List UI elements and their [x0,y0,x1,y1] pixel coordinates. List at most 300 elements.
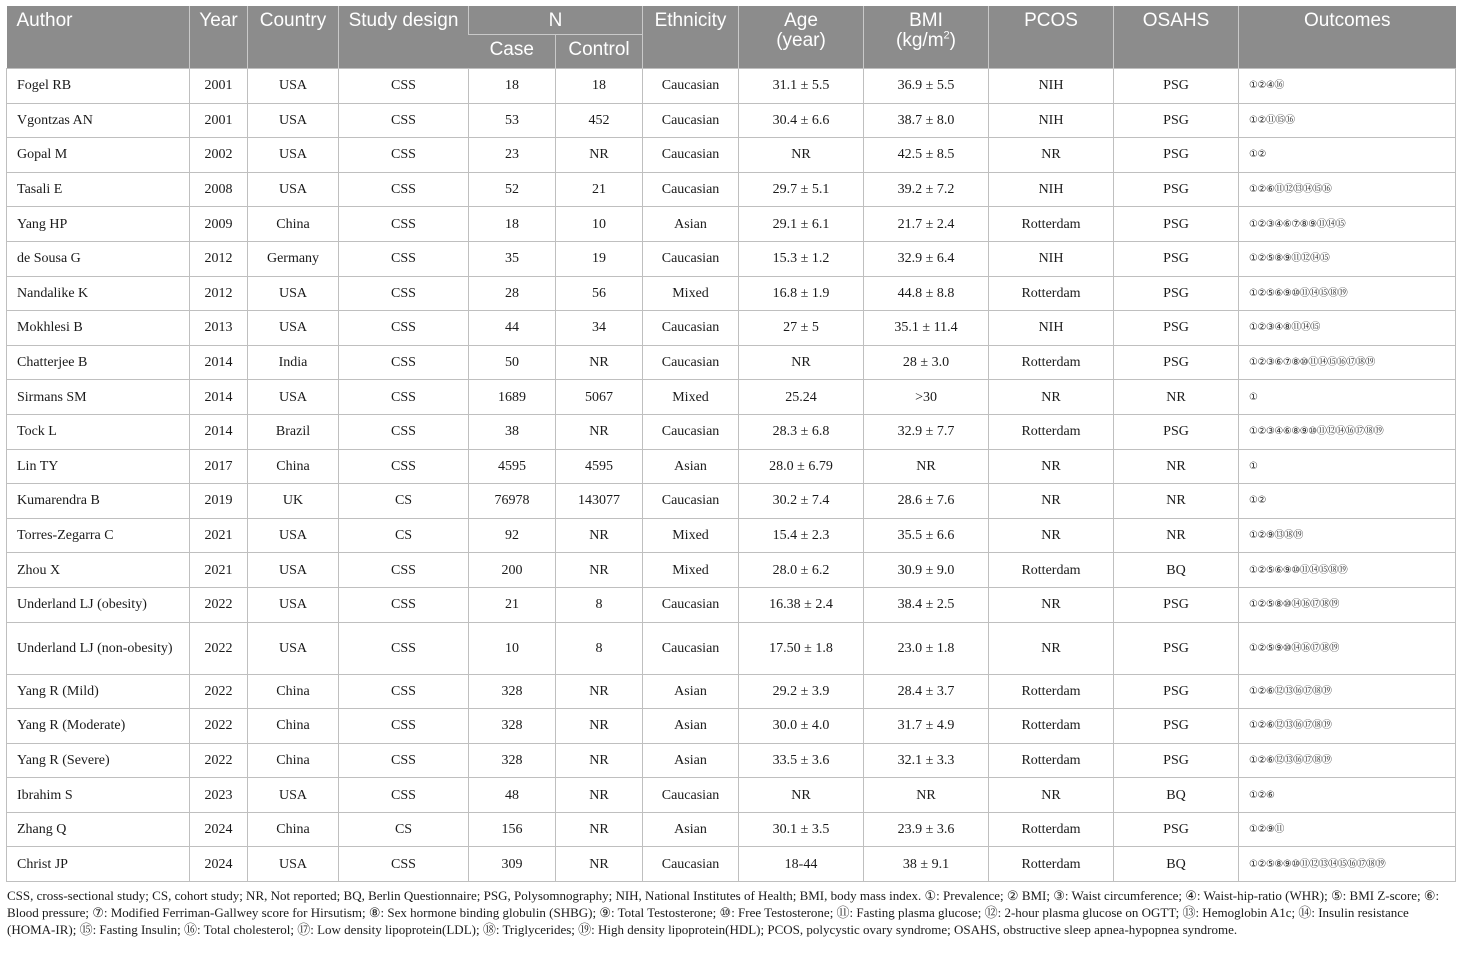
author-cell: Yang R (Severe) [7,743,190,778]
author-cell: Yang R (Mild) [7,674,190,709]
age-cell: 25.24 [739,380,864,415]
pcos-criteria-cell: Rotterdam [989,276,1114,311]
case-count-cell: 53 [469,103,556,138]
study-design-cell: CSS [339,241,469,276]
age-cell: 31.1 ± 5.5 [739,69,864,104]
ethnicity-cell: Caucasian [643,587,739,622]
year-cell: 2024 [190,812,248,847]
bmi-cell: NR [864,778,989,813]
country-cell: China [248,674,339,709]
year-cell: 2002 [190,138,248,173]
age-cell: 15.3 ± 1.2 [739,241,864,276]
pcos-criteria-cell: NIH [989,69,1114,104]
pcos-criteria-cell: Rotterdam [989,847,1114,882]
year-cell: 2008 [190,172,248,207]
case-count-cell: 23 [469,138,556,173]
pcos-criteria-cell: NR [989,587,1114,622]
osahs-diagnosis-cell: PSG [1114,812,1239,847]
osahs-diagnosis-cell: PSG [1114,311,1239,346]
control-count-cell: 10 [556,207,643,242]
bmi-cell: 23.9 ± 3.6 [864,812,989,847]
outcomes-cell: ①②⑤⑥⑨⑩⑪⑭⑮⑱⑲ [1239,553,1456,588]
ethnicity-cell: Asian [643,674,739,709]
country-cell: USA [248,553,339,588]
author-cell: Gopal M [7,138,190,173]
age-cell: 27 ± 5 [739,311,864,346]
age-cell: 28.3 ± 6.8 [739,414,864,449]
control-count-cell: 56 [556,276,643,311]
age-cell: 33.5 ± 3.6 [739,743,864,778]
year-cell: 2022 [190,587,248,622]
table-footnote: CSS, cross-sectional study; CS, cohort study; NR, Not reported; BQ, Berlin Questionnaire; PSG, Polysomnography; NIH, National Institutes of Health; BMI, body mass index. ①: Prevalence; ② BMI; ③: Waist circumference; ④: Waist-hip-ratio (WHR); ⑤: BMI Z-score; ⑥: Blood pressure; ⑦: Modified Ferriman-Gallwey score for Hirsutism; ⑧: Sex hormone binding globulin (SHBG); ⑨: Total Testosterone; ⑩: Free Testosterone; ⑪: Fasting plasma glucose; ⑫: 2-hour plasma glucose on OGTT; ⑬: Hemoglobin A1c; ⑭: Insulin resistance (HOMA-IR); ⑮: Fasting Insulin; ⑯: Total cholesterol; ⑰: Low density lipoprotein(LDL); ⑱: Triglycerides; ⑲: High density lipoprotein(HDL); PCOS, polycystic ovary syndrome; OSAHS, obstructive sleep apnea-hypopnea syndrome. [7,888,1440,938]
case-count-cell: 38 [469,414,556,449]
header-year: Year [190,6,248,69]
ethnicity-cell: Caucasian [643,69,739,104]
study-design-cell: CSS [339,103,469,138]
pcos-criteria-cell: NR [989,138,1114,173]
control-count-cell: NR [556,553,643,588]
table-row [7,345,1456,380]
case-count-cell: 50 [469,345,556,380]
outcomes-cell: ①② [1239,138,1456,173]
year-cell: 2001 [190,103,248,138]
table-body [7,69,1456,882]
age-cell: 30.2 ± 7.4 [739,484,864,519]
header-ethnicity: Ethnicity [643,6,739,69]
bmi-cell: 21.7 ± 2.4 [864,207,989,242]
pcos-criteria-cell: NR [989,449,1114,484]
pcos-criteria-cell: Rotterdam [989,345,1114,380]
control-count-cell: 5067 [556,380,643,415]
case-count-cell: 76978 [469,484,556,519]
osahs-diagnosis-cell: PSG [1114,709,1239,744]
pcos-criteria-cell: NR [989,778,1114,813]
case-count-cell: 328 [469,743,556,778]
osahs-diagnosis-cell: PSG [1114,172,1239,207]
table-row [7,622,1456,674]
country-cell: USA [248,311,339,346]
bmi-cell: 23.0 ± 1.8 [864,622,989,674]
bmi-cell: 38.4 ± 2.5 [864,587,989,622]
header-age-label: Age [784,10,818,31]
bmi-cell: >30 [864,380,989,415]
bmi-cell: NR [864,449,989,484]
study-design-cell: CSS [339,345,469,380]
age-cell: 29.7 ± 5.1 [739,172,864,207]
study-design-cell: CSS [339,414,469,449]
pcos-criteria-cell: NIH [989,172,1114,207]
control-count-cell: 34 [556,311,643,346]
ethnicity-cell: Caucasian [643,172,739,207]
bmi-cell: 28.6 ± 7.6 [864,484,989,519]
author-cell: Yang R (Moderate) [7,709,190,744]
header-outcomes: Outcomes [1239,6,1456,69]
study-design-cell: CSS [339,449,469,484]
osahs-diagnosis-cell: BQ [1114,553,1239,588]
country-cell: UK [248,484,339,519]
study-characteristics-table [6,6,1456,882]
bmi-cell: 31.7 ± 4.9 [864,709,989,744]
outcomes-cell: ①②⑨⑬⑱⑲ [1239,518,1456,553]
table-row [7,709,1456,744]
age-cell: 16.8 ± 1.9 [739,276,864,311]
osahs-diagnosis-cell: PSG [1114,587,1239,622]
control-count-cell: NR [556,778,643,813]
table-row [7,674,1456,709]
header-osahs: OSAHS [1114,6,1239,69]
outcomes-cell: ①②⑥⑫⑬⑯⑰⑱⑲ [1239,709,1456,744]
table-row [7,172,1456,207]
control-count-cell: NR [556,138,643,173]
table-row [7,449,1456,484]
year-cell: 2013 [190,311,248,346]
osahs-diagnosis-cell: NR [1114,449,1239,484]
study-design-cell: CSS [339,622,469,674]
author-cell: Kumarendra B [7,484,190,519]
year-cell: 2014 [190,380,248,415]
pcos-criteria-cell: Rotterdam [989,553,1114,588]
osahs-diagnosis-cell: PSG [1114,138,1239,173]
pcos-criteria-cell: NR [989,622,1114,674]
header-control: Control [556,35,643,69]
pcos-criteria-cell: Rotterdam [989,674,1114,709]
study-design-cell: CS [339,484,469,519]
study-design-cell: CSS [339,311,469,346]
age-cell: 28.0 ± 6.79 [739,449,864,484]
country-cell: China [248,709,339,744]
study-design-cell: CSS [339,743,469,778]
pcos-criteria-cell: NR [989,518,1114,553]
age-cell: NR [739,345,864,380]
ethnicity-cell: Caucasian [643,414,739,449]
year-cell: 2021 [190,518,248,553]
ethnicity-cell: Caucasian [643,622,739,674]
osahs-diagnosis-cell: PSG [1114,276,1239,311]
table-row [7,743,1456,778]
year-cell: 2024 [190,847,248,882]
table-row [7,847,1456,882]
year-cell: 2012 [190,276,248,311]
year-cell: 2014 [190,414,248,449]
author-cell: Zhang Q [7,812,190,847]
country-cell: USA [248,778,339,813]
osahs-diagnosis-cell: PSG [1114,69,1239,104]
ethnicity-cell: Asian [643,743,739,778]
country-cell: China [248,812,339,847]
country-cell: USA [248,138,339,173]
age-cell: 15.4 ± 2.3 [739,518,864,553]
country-cell: USA [248,380,339,415]
osahs-diagnosis-cell: PSG [1114,414,1239,449]
case-count-cell: 18 [469,69,556,104]
outcomes-cell: ①②④⑯ [1239,69,1456,104]
control-count-cell: 452 [556,103,643,138]
study-design-cell: CSS [339,69,469,104]
ethnicity-cell: Caucasian [643,484,739,519]
case-count-cell: 10 [469,622,556,674]
author-cell: de Sousa G [7,241,190,276]
year-cell: 2022 [190,674,248,709]
ethnicity-cell: Caucasian [643,311,739,346]
ethnicity-cell: Asian [643,207,739,242]
control-count-cell: 19 [556,241,643,276]
header-case: Case [469,35,556,69]
header-pcos: PCOS [989,6,1114,69]
ethnicity-cell: Caucasian [643,847,739,882]
case-count-cell: 18 [469,207,556,242]
control-count-cell: NR [556,812,643,847]
case-count-cell: 328 [469,709,556,744]
table-row [7,484,1456,519]
table-row [7,518,1456,553]
pcos-criteria-cell: NIH [989,103,1114,138]
study-design-cell: CSS [339,587,469,622]
author-cell: Chatterjee B [7,345,190,380]
bmi-cell: 32.1 ± 3.3 [864,743,989,778]
case-count-cell: 52 [469,172,556,207]
age-cell: 28.0 ± 6.2 [739,553,864,588]
year-cell: 2017 [190,449,248,484]
table-row [7,69,1456,104]
control-count-cell: 143077 [556,484,643,519]
osahs-diagnosis-cell: PSG [1114,743,1239,778]
country-cell: USA [248,518,339,553]
year-cell: 2022 [190,743,248,778]
pcos-criteria-cell: Rotterdam [989,414,1114,449]
case-count-cell: 28 [469,276,556,311]
case-count-cell: 328 [469,674,556,709]
header-age-unit: (year) [776,30,826,51]
table-row [7,207,1456,242]
study-design-cell: CSS [339,207,469,242]
table-row [7,812,1456,847]
control-count-cell: NR [556,414,643,449]
case-count-cell: 35 [469,241,556,276]
table-row [7,276,1456,311]
author-cell: Underland LJ (obesity) [7,587,190,622]
country-cell: USA [248,276,339,311]
year-cell: 2019 [190,484,248,519]
ethnicity-cell: Caucasian [643,138,739,173]
case-count-cell: 92 [469,518,556,553]
year-cell: 2009 [190,207,248,242]
country-cell: Brazil [248,414,339,449]
control-count-cell: NR [556,847,643,882]
ethnicity-cell: Mixed [643,276,739,311]
author-cell: Lin TY [7,449,190,484]
author-cell: Mokhlesi B [7,311,190,346]
pcos-criteria-cell: Rotterdam [989,207,1114,242]
ethnicity-cell: Mixed [643,553,739,588]
control-count-cell: 8 [556,622,643,674]
osahs-diagnosis-cell: NR [1114,380,1239,415]
author-cell: Ibrahim S [7,778,190,813]
study-design-cell: CSS [339,172,469,207]
outcomes-cell: ①②⑥⑪⑫⑬⑭⑮⑯ [1239,172,1456,207]
study-design-cell: CSS [339,138,469,173]
pcos-criteria-cell: NIH [989,241,1114,276]
table-row [7,380,1456,415]
author-cell: Tock L [7,414,190,449]
control-count-cell: NR [556,709,643,744]
table-row [7,138,1456,173]
control-count-cell: 4595 [556,449,643,484]
country-cell: USA [248,69,339,104]
pcos-criteria-cell: Rotterdam [989,709,1114,744]
header-bmi-unit-close: ) [949,30,956,51]
table-header [7,6,1456,69]
ethnicity-cell: Asian [643,709,739,744]
osahs-diagnosis-cell: PSG [1114,241,1239,276]
author-cell: Zhou X [7,553,190,588]
ethnicity-cell: Caucasian [643,103,739,138]
bmi-cell: 38.7 ± 8.0 [864,103,989,138]
outcomes-cell: ①②③④⑥⑧⑨⑩⑪⑫⑭⑯⑰⑱⑲ [1239,414,1456,449]
osahs-diagnosis-cell: NR [1114,518,1239,553]
outcomes-cell: ①②③④⑥⑦⑧⑨⑪⑭⑮ [1239,207,1456,242]
age-cell: 17.50 ± 1.8 [739,622,864,674]
outcomes-cell: ①②③④⑧⑪⑭⑮ [1239,311,1456,346]
case-count-cell: 44 [469,311,556,346]
study-design-cell: CSS [339,847,469,882]
header-age [739,6,864,69]
bmi-cell: 30.9 ± 9.0 [864,553,989,588]
ethnicity-cell: Asian [643,812,739,847]
year-cell: 2022 [190,622,248,674]
bmi-cell: 38 ± 9.1 [864,847,989,882]
table-row [7,778,1456,813]
bmi-cell: 28 ± 3.0 [864,345,989,380]
author-cell: Torres-Zegarra C [7,518,190,553]
header-author: Author [7,6,190,69]
age-cell: NR [739,778,864,813]
bmi-cell: 42.5 ± 8.5 [864,138,989,173]
outcomes-cell: ① [1239,380,1456,415]
case-count-cell: 1689 [469,380,556,415]
outcomes-cell: ①②③⑥⑦⑧⑩⑪⑭⑮⑯⑰⑱⑲ [1239,345,1456,380]
outcomes-cell: ①②⑤⑨⑩⑭⑯⑰⑱⑲ [1239,622,1456,674]
country-cell: USA [248,103,339,138]
author-cell: Yang HP [7,207,190,242]
outcomes-cell: ①②⑥⑫⑬⑯⑰⑱⑲ [1239,743,1456,778]
age-cell: 18-44 [739,847,864,882]
year-cell: 2022 [190,709,248,744]
control-count-cell: 21 [556,172,643,207]
country-cell: India [248,345,339,380]
header-bmi-unit-sup: 2 [943,29,950,42]
ethnicity-cell: Caucasian [643,241,739,276]
case-count-cell: 4595 [469,449,556,484]
outcomes-cell: ①②⑨⑪ [1239,812,1456,847]
control-count-cell: NR [556,743,643,778]
year-cell: 2001 [190,69,248,104]
author-cell: Sirmans SM [7,380,190,415]
age-cell: 29.2 ± 3.9 [739,674,864,709]
osahs-diagnosis-cell: PSG [1114,622,1239,674]
pcos-criteria-cell: Rotterdam [989,812,1114,847]
study-characteristics-table-container [6,6,1455,938]
osahs-diagnosis-cell: BQ [1114,847,1239,882]
header-bmi [864,6,989,69]
control-count-cell: NR [556,674,643,709]
author-cell: Vgontzas AN [7,103,190,138]
country-cell: China [248,207,339,242]
bmi-cell: 35.1 ± 11.4 [864,311,989,346]
osahs-diagnosis-cell: PSG [1114,345,1239,380]
country-cell: USA [248,622,339,674]
case-count-cell: 309 [469,847,556,882]
country-cell: USA [248,587,339,622]
bmi-cell: 28.4 ± 3.7 [864,674,989,709]
age-cell: 16.38 ± 2.4 [739,587,864,622]
ethnicity-cell: Mixed [643,518,739,553]
header-n: N [469,6,643,35]
bmi-cell: 36.9 ± 5.5 [864,69,989,104]
control-count-cell: 8 [556,587,643,622]
year-cell: 2021 [190,553,248,588]
control-count-cell: NR [556,518,643,553]
year-cell: 2012 [190,241,248,276]
country-cell: China [248,449,339,484]
table-row [7,241,1456,276]
study-design-cell: CSS [339,553,469,588]
table-row [7,587,1456,622]
author-cell: Christ JP [7,847,190,882]
control-count-cell: NR [556,345,643,380]
osahs-diagnosis-cell: PSG [1114,674,1239,709]
age-cell: 30.1 ± 3.5 [739,812,864,847]
outcomes-cell: ① [1239,449,1456,484]
osahs-diagnosis-cell: PSG [1114,103,1239,138]
pcos-criteria-cell: NR [989,484,1114,519]
table-row [7,103,1456,138]
outcomes-cell: ①②⑤⑧⑩⑭⑯⑰⑱⑲ [1239,587,1456,622]
osahs-diagnosis-cell: NR [1114,484,1239,519]
bmi-cell: 32.9 ± 7.7 [864,414,989,449]
study-design-cell: CSS [339,674,469,709]
country-cell: USA [248,847,339,882]
country-cell: USA [248,172,339,207]
bmi-cell: 35.5 ± 6.6 [864,518,989,553]
study-design-cell: CSS [339,709,469,744]
author-cell: Underland LJ (non-obesity) [7,622,190,674]
ethnicity-cell: Asian [643,449,739,484]
ethnicity-cell: Caucasian [643,345,739,380]
author-cell: Fogel RB [7,69,190,104]
author-cell: Tasali E [7,172,190,207]
country-cell: Germany [248,241,339,276]
header-bmi-label: BMI [909,10,943,31]
case-count-cell: 48 [469,778,556,813]
table-row [7,553,1456,588]
case-count-cell: 200 [469,553,556,588]
header-study-design: Study design [339,6,469,69]
case-count-cell: 21 [469,587,556,622]
pcos-criteria-cell: NR [989,380,1114,415]
table-row [7,311,1456,346]
study-design-cell: CS [339,812,469,847]
ethnicity-cell: Mixed [643,380,739,415]
study-design-cell: CS [339,518,469,553]
outcomes-cell: ①②⑪⑮⑯ [1239,103,1456,138]
outcomes-cell: ①②⑥⑫⑬⑯⑰⑱⑲ [1239,674,1456,709]
outcomes-cell: ①②⑤⑧⑨⑪⑫⑭⑮ [1239,241,1456,276]
outcomes-cell: ①②⑤⑧⑨⑩⑪⑫⑬⑭⑮⑯⑰⑱⑲ [1239,847,1456,882]
year-cell: 2014 [190,345,248,380]
osahs-diagnosis-cell: BQ [1114,778,1239,813]
outcomes-cell: ①②⑥ [1239,778,1456,813]
header-bmi-unit: (kg/m [896,30,944,51]
